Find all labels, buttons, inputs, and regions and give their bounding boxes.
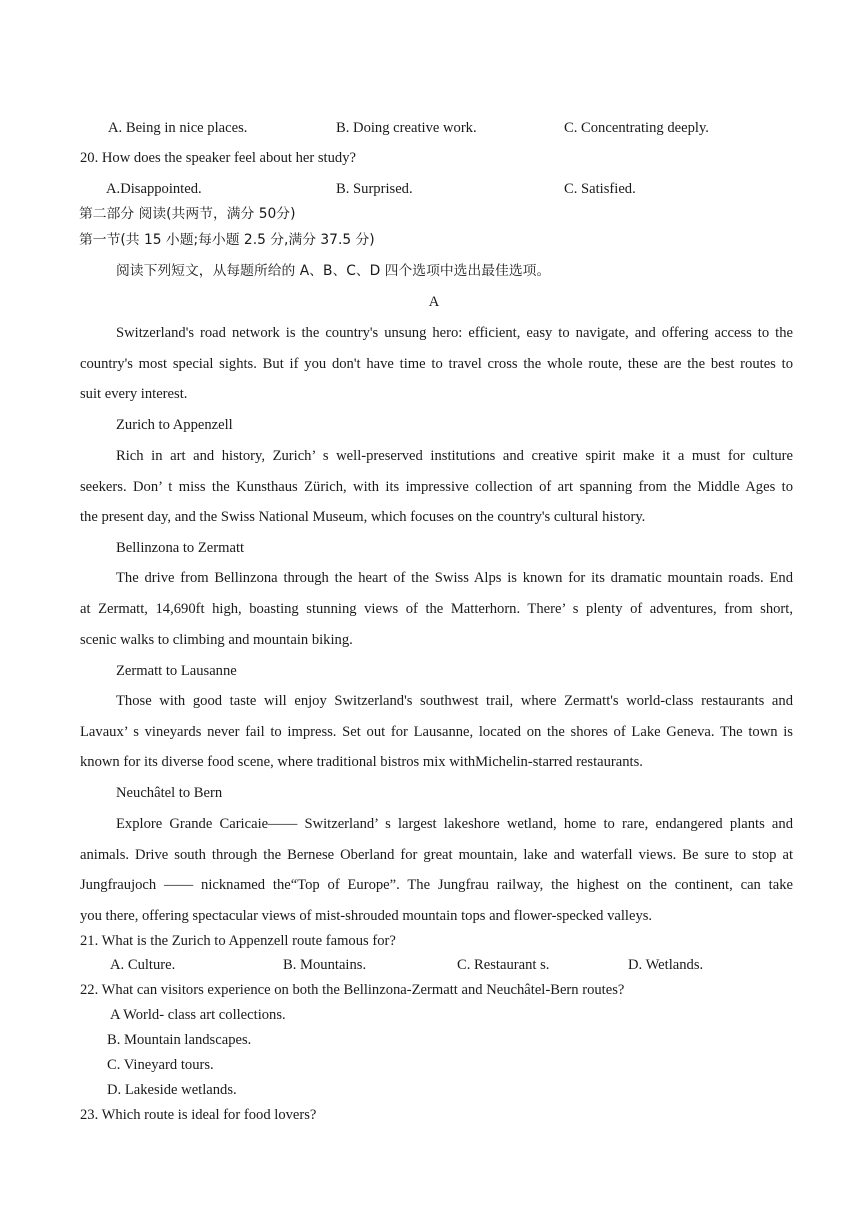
- q22-option-c: C. Vineyard tours.: [107, 1057, 214, 1073]
- q21-option-d: D. Wetlands.: [628, 957, 704, 973]
- passage-letter: A: [428, 294, 440, 310]
- q21-question: 21. What is the Zurich to Appenzell route famous for?: [80, 933, 396, 949]
- route-text-line: animals. Drive south through the Bernese Oberland for great mountain, lake and waterfall views. Be sure to stop at: [80, 847, 793, 863]
- route-text-line: known for its diverse food scene, where traditional bistros mix withMichelin-starred restaurants.: [80, 754, 643, 770]
- q20-option-c: C. Satisfied.: [564, 181, 636, 197]
- section-title: 第一节(共 15 小题;每小题 2.5 分,满分 37.5 分): [79, 232, 375, 248]
- q19-option-a: A. Being in nice places.: [108, 120, 248, 136]
- route-heading: Bellinzona to Zermatt: [116, 540, 245, 556]
- route-heading: Zurich to Appenzell: [116, 417, 233, 433]
- q21-option-a: A. Culture.: [110, 957, 176, 973]
- q22-option-b: B. Mountain landscapes.: [107, 1032, 252, 1048]
- intro-line: Switzerland's road network is the country's unsung hero: efficient, easy to navigate, and offering access to the: [116, 325, 793, 341]
- q19-option-b: B. Doing creative work.: [336, 120, 477, 136]
- q22-question: 22. What can visitors experience on both the Bellinzona-Zermatt and Neuchâtel-Bern routes?: [80, 982, 625, 998]
- q21-option-c: C. Restaurant s.: [457, 957, 550, 973]
- q19-option-c: C. Concentrating deeply.: [564, 120, 709, 136]
- route-heading: Neuchâtel to Bern: [116, 785, 223, 801]
- q21-option-b: B. Mountains.: [283, 957, 367, 973]
- route-text-line: Lavaux’ s vineyards never fail to impress. Set out for Lausanne, located on the shores of Lake Geneva. The town is: [80, 724, 793, 740]
- route-text-line: scenic walks to climbing and mountain biking.: [80, 632, 353, 648]
- intro-line: country's most special sights. But if you don't have time to travel cross the whole route, these are the best routes to: [80, 356, 793, 372]
- q20-question: 20. How does the speaker feel about her study?: [80, 150, 356, 166]
- q22-option-a: A World- class art collections.: [110, 1007, 286, 1023]
- route-text-line: at Zermatt, 14,690ft high, boasting stunning views of the Matterhorn. There’ s plenty of adventures, from short,: [80, 601, 793, 617]
- route-heading: Zermatt to Lausanne: [116, 663, 237, 679]
- q20-option-b: B. Surprised.: [336, 181, 413, 197]
- q22-option-d: D. Lakeside wetlands.: [107, 1082, 237, 1098]
- route-text-line: The drive from Bellinzona through the heart of the Swiss Alps is known for its dramatic mountain roads. End: [116, 570, 793, 586]
- route-text-line: Those with good taste will enjoy Switzerland's southwest trail, where Zermatt's world-class restaurants and: [116, 693, 793, 709]
- intro-line: suit every interest.: [80, 386, 188, 402]
- route-text-line: the present day, and the Swiss National Museum, which focuses on the country's cultural history.: [80, 509, 646, 525]
- route-text-line: Explore Grande Caricaie—— Switzerland’ s largest lakeshore wetland, home to rare, endangered plants and: [116, 816, 793, 832]
- route-text-line: Rich in art and history, Zurich’ s well-preserved institutions and creative spirit make it a must for culture: [116, 448, 793, 464]
- part-title: 第二部分 阅读(共两节，满分 50分): [79, 206, 296, 222]
- route-text-line: you there, offering spectacular views of mist-shrouded mountain tops and flower-specked valleys.: [80, 908, 653, 924]
- q20-option-a: A.Disappointed.: [106, 181, 202, 197]
- instruction: 阅读下列短文，从每题所给的 A、B、C、D 四个选项中选出最佳选项。: [116, 263, 551, 279]
- route-text-line: seekers. Don’ t miss the Kunsthaus Zürich, with its impressive collection of art spanning from the Middle Ages to: [80, 479, 793, 495]
- route-text-line: Jungfraujoch —— nicknamed the“Top of Europe”. The Jungfrau railway, the highest on the continent, can take: [80, 877, 793, 893]
- q23-question: 23. Which route is ideal for food lovers?: [80, 1107, 317, 1123]
